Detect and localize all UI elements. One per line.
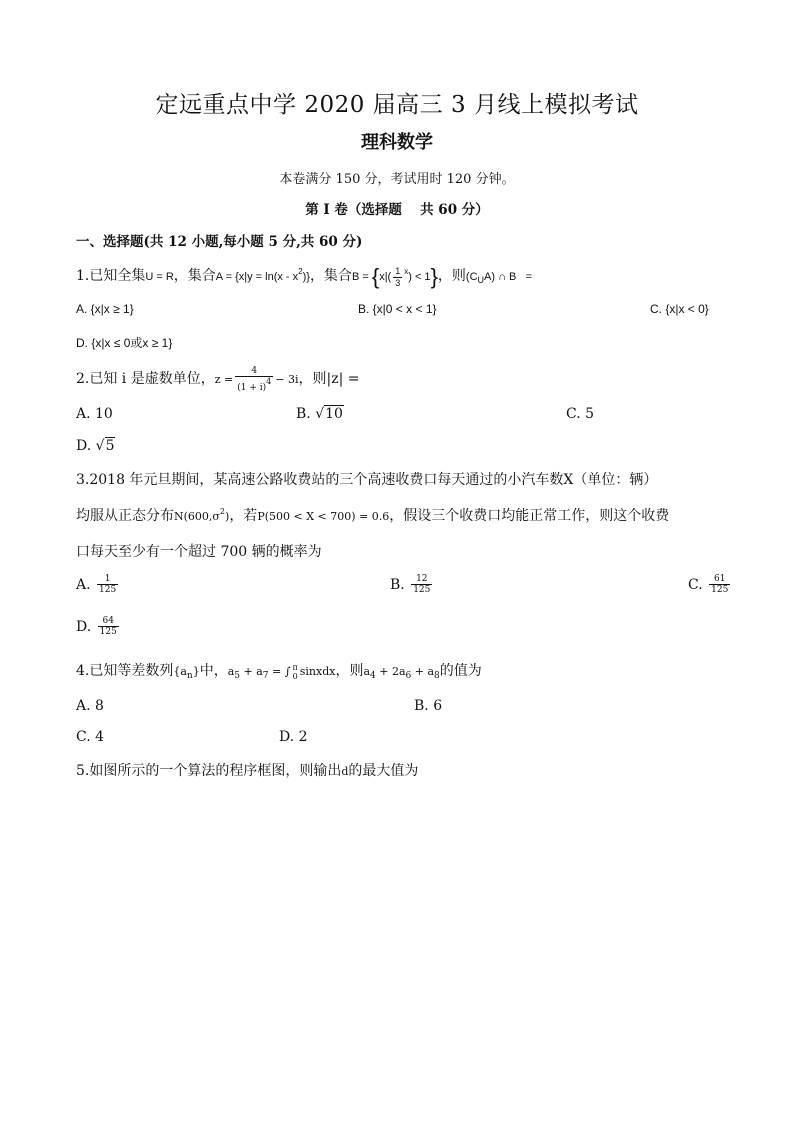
q4-option-d[interactable]: D. 2: [279, 729, 308, 745]
q1-math-c: $(C_UA)$ ∩ B =: [465, 271, 532, 285]
q2-text: 2.已知 i 是虚数单位，: [76, 370, 215, 387]
q1-math-a: $A = \{x|y = \ln(x - x^2)\}$: [215, 267, 310, 283]
q3-option-b[interactable]: B. $\frac{12}{125}$: [390, 574, 431, 596]
q1-text: 1.已知全集: [76, 268, 146, 284]
q2-option-a[interactable]: A. 10: [76, 406, 113, 422]
q2-math: z = $\frac{4}{(1 + i)4}$ − 3i: [214, 366, 299, 394]
q3-option-a[interactable]: A. $\frac{1}{125}$: [76, 574, 117, 596]
exam-note: 本卷满分 150 分，考试用时 120 分钟。: [279, 172, 515, 187]
q1-text: ，则: [437, 268, 466, 284]
q1-option-d[interactable]: D. {x|x ≤ 0或x ≥ 1}: [76, 336, 173, 350]
question-5: 5.如图所示的一个算法的程序框图，则输出d的最大值为: [76, 763, 419, 779]
q4-option-a[interactable]: A. 8: [76, 698, 104, 714]
q2-option-c[interactable]: C. 5: [566, 406, 595, 422]
q1-text: ，集合: [309, 268, 352, 284]
question-3-line-1: 3.2018 年元旦期间，某高速公路收费站的三个高速收费口每天通过的小汽车数X（单位：辆）: [76, 472, 658, 488]
q1-math-u: U = R: [145, 271, 174, 283]
q1-math-b: B = {x|( $\frac{1}{3}$ $^x$) < 1}: [351, 264, 438, 289]
q4-option-b[interactable]: B. 6: [414, 698, 443, 714]
q2-option-b[interactable]: B. √10: [296, 406, 343, 422]
exam-subject: 理科数学: [361, 132, 433, 153]
q4-option-c[interactable]: C. 4: [76, 729, 105, 745]
question-2: [76, 366, 359, 394]
q1-option-a[interactable]: A. {x|x ≥ 1}: [76, 302, 134, 316]
q2-text: ，则|z| =: [298, 370, 360, 387]
q2-option-d[interactable]: D. √5: [76, 438, 115, 454]
exam-title: 定远重点中学 2020 届高三 3 月线上模拟考试: [155, 92, 639, 118]
q3-option-d[interactable]: D. $\frac{64}{125}$: [76, 616, 117, 638]
question-3-line-2: 均服从正态分布$N(600,\sigma^2)$，若P(500 < X < 700) = 0.6，假设三个收费口均能正常工作，则这个收费: [76, 507, 670, 524]
question-1: [76, 264, 532, 290]
q1-text: ，集合: [173, 268, 216, 284]
section-heading: 一、选择题(共 12 小题,每小题 5 分,共 60 分): [76, 234, 363, 250]
question-4: 4.已知等差数列$\{a_n\}$中，$a_5 + a_7$ = ∫ π 0 sinxdx，则$a_4 + 2a_6 + a_8$的值为: [76, 662, 482, 681]
volume-heading: 第 I 卷（选择题 共 60 分）: [305, 202, 489, 218]
q1-option-b[interactable]: B. {x|0 < x < 1}: [358, 302, 437, 316]
q3-option-c[interactable]: C. $\frac{61}{125}$: [688, 574, 729, 596]
question-3-line-3: 口每天至少有一个超过 700 辆的概率为: [76, 544, 322, 560]
q1-option-c[interactable]: C. {x|x < 0}: [650, 302, 709, 316]
